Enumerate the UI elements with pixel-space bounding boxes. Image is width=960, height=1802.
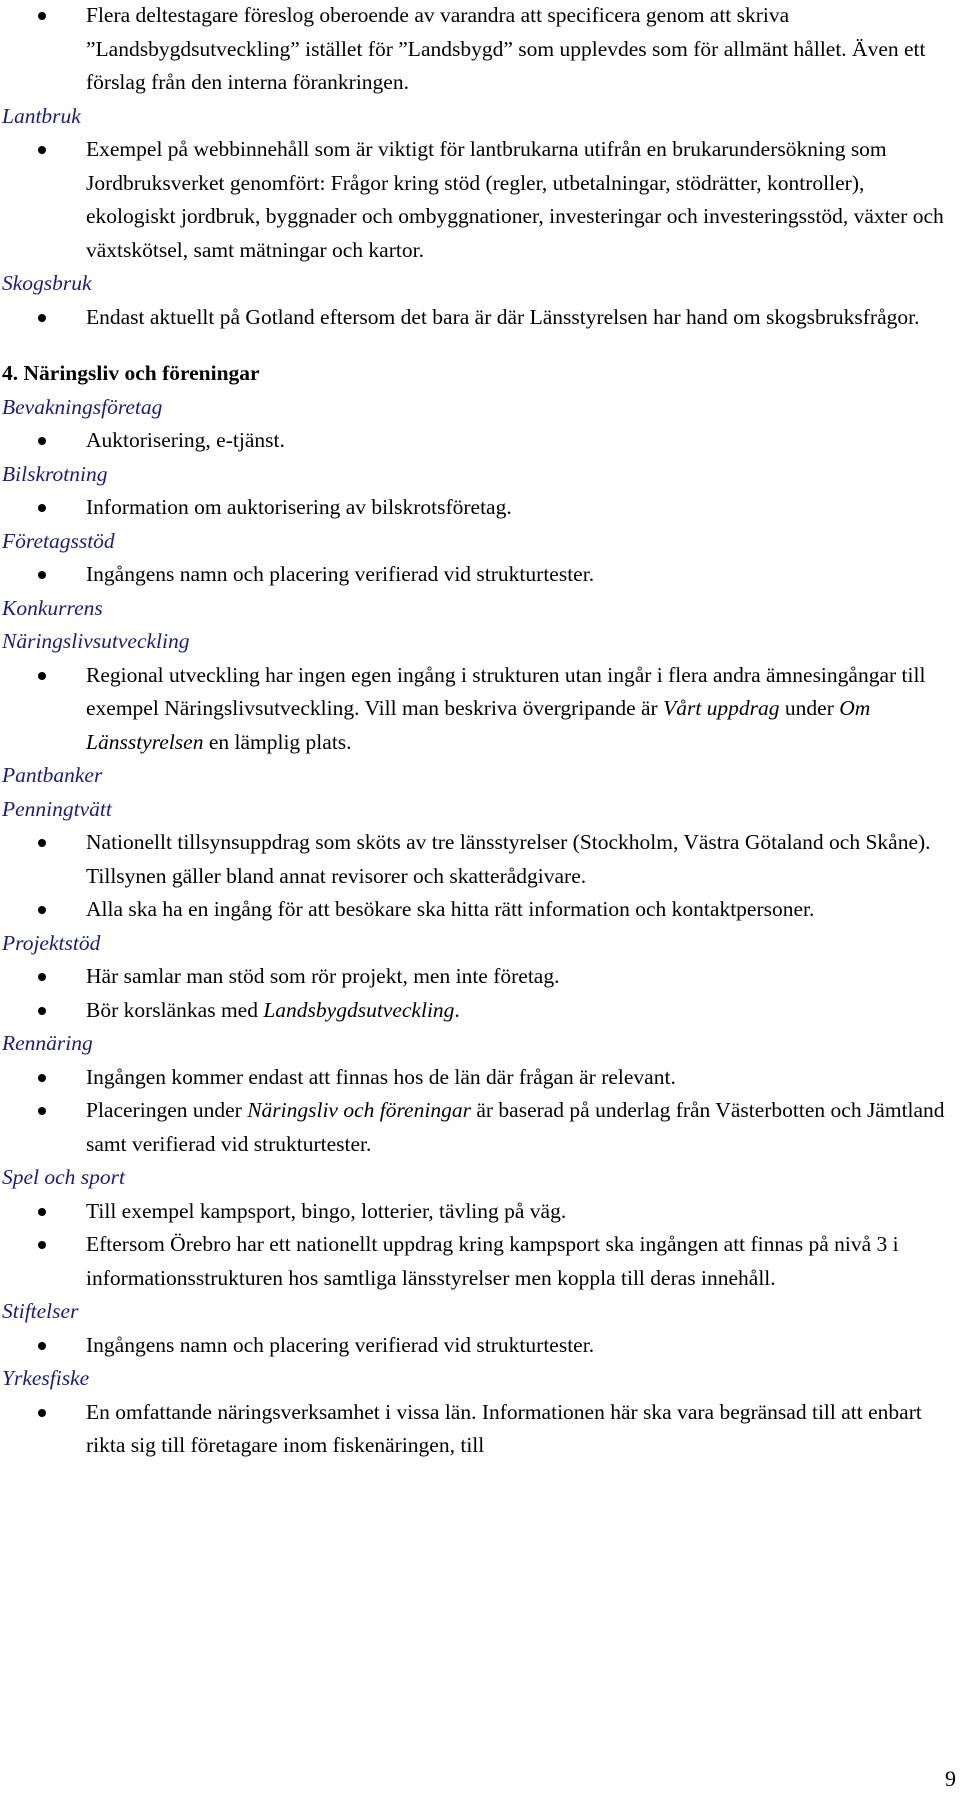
item-text: Regional utveckling har ingen egen ingång i strukturen utan ingår i flera andra ämnesingångar till exempel Näringslivsutveckling. Vill man beskriva övergripande är (86, 662, 926, 720)
list-item: En omfattande näringsverksamhet i vissa län. Informationen här ska vara begränsad till att enbart rikta sig till företagare inom fiskenäringen, till (0, 1396, 950, 1463)
lantbruk-list (0, 133, 950, 267)
page-number: 9 (945, 1766, 956, 1791)
penningtvatt-list (0, 826, 950, 927)
heading-bilskrotning: Bilskrotning (2, 461, 108, 486)
heading-rennaring: Rennäring (2, 1031, 93, 1055)
item-text: . (454, 997, 460, 1022)
list-item: Nationellt tillsynsuppdrag som sköts av tre länsstyrelser (Stockholm, Västra Götaland och Skåne). Tillsynen gäller bland annat revisorer och skatterådgivare. (0, 826, 950, 893)
heading-skogsbruk: Skogsbruk (2, 271, 92, 295)
heading-projektstod: Projektstöd (2, 930, 101, 955)
projektstod-list (0, 960, 950, 1027)
list-item: Alla ska ha en ingång för att besökare ska hitta rätt information och kontaktpersoner. (0, 893, 950, 927)
list-item: Exempel på webbinnehåll som är viktigt för lantbrukarna utifrån en brukarundersökning som Jordbruksverket genomfört: Frågor kring stöd (regler, utbetalningar, stödrätter, kontroller), ekologiskt jordbruk, byggnader och ombyggnationer, investeringar och investeringsstöd, växter och växtskötsel, samt mätningar och kartor. (0, 133, 950, 267)
list-item (0, 994, 950, 1028)
heading-naringslivsutveckling: Näringslivsutveckling (2, 629, 190, 653)
list-item: Endast aktuellt på Gotland eftersom det bara är där Länsstyrelsen har hand om skogsbruksfrågor. (0, 301, 950, 335)
heading-lantbruk: Lantbruk (2, 103, 81, 128)
heading-pantbanker: Pantbanker (2, 763, 103, 787)
bevakning-list (0, 424, 950, 458)
list-item: Flera deltestagare föreslog oberoende av varandra att specificera genom att skriva ”Landsbygdsutveckling” istället för ”Landsbygd” som upplevdes som för allmänt hållet. Även ett förslag från den interna förankringen. (0, 0, 950, 100)
item-emphasis: Om Länsstyrelsen (86, 696, 871, 754)
yrkesfiske-list (0, 1396, 950, 1463)
item-text: under (779, 696, 840, 720)
stiftelser-list (0, 1329, 950, 1363)
list-item: Här samlar man stöd som rör projekt, men inte företag. (0, 960, 950, 994)
heading-konkurrens: Konkurrens (2, 595, 103, 620)
bilskrotning-list (0, 491, 950, 525)
spel-list (0, 1195, 950, 1296)
list-item: Ingången kommer endast att finnas hos de län där frågan är relevant. (0, 1061, 950, 1095)
item-emphasis: Näringsliv och föreningar (247, 1098, 471, 1122)
intro-list (0, 0, 950, 100)
naringslivsutveckling-list (0, 659, 950, 760)
heading-bevakningsforetag: Bevakningsföretag (2, 394, 163, 419)
skogsbruk-list (0, 301, 950, 335)
list-item: Information om auktorisering av bilskrotsföretag. (0, 491, 950, 525)
list-item: Eftersom Örebro har ett nationellt uppdrag kring kampsport ska ingången att finnas på nivå 3 i informationsstrukturen hos samtliga länsstyrelser men koppla till deras innehåll. (0, 1228, 950, 1295)
item-text: en lämplig plats. (203, 729, 352, 754)
item-text: är baserad på underlag från Västerbotten och Jämtland samt verifierad vid strukturtester. (86, 1098, 945, 1156)
heading-penningtvatt: Penningtvätt (2, 796, 112, 821)
section-title: 4. Näringsliv och föreningar (2, 361, 260, 385)
list-item: Ingångens namn och placering verifierad vid strukturtester. (0, 1329, 950, 1363)
heading-yrkesfiske: Yrkesfiske (2, 1366, 90, 1390)
list-item: Auktorisering, e-tjänst. (0, 424, 950, 458)
item-text: Placeringen under (86, 1098, 248, 1122)
item-text: Bör korslänkas med (86, 997, 264, 1022)
item-emphasis: Vårt uppdrag (663, 696, 780, 720)
rennaring-list (0, 1061, 950, 1162)
list-item: Till exempel kampsport, bingo, lotterier, tävling på väg. (0, 1195, 950, 1229)
heading-spel-och-sport: Spel och sport (2, 1165, 126, 1189)
heading-stiftelser: Stiftelser (2, 1299, 79, 1323)
list-item (0, 659, 950, 760)
foretagsstod-list (0, 558, 950, 592)
list-item: Ingångens namn och placering verifierad vid strukturtester. (0, 558, 950, 592)
list-item (0, 1094, 950, 1161)
item-emphasis: Landsbygdsutveckling (263, 997, 455, 1022)
heading-foretagsstod: Företagsstöd (2, 528, 115, 553)
